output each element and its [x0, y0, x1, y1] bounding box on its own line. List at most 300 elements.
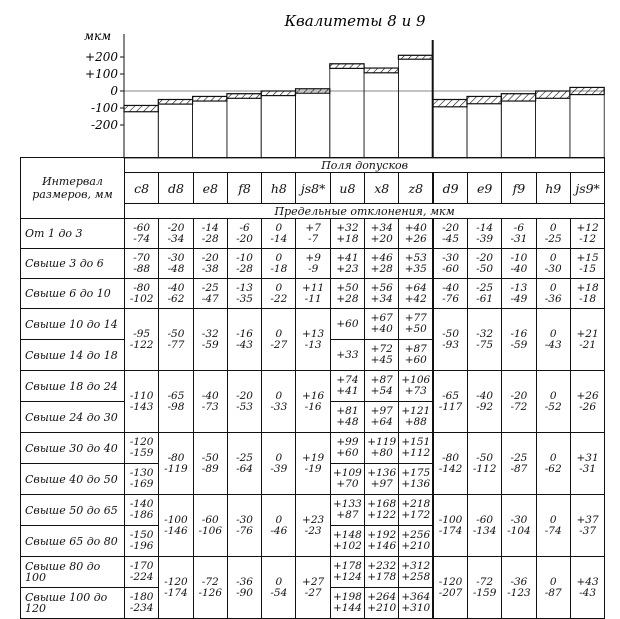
deviation-value: -142: [438, 462, 463, 475]
field-code-f9: f9: [502, 173, 536, 204]
tolerance-bar-e9: [467, 96, 501, 158]
deviation-value: +310: [401, 602, 431, 614]
deviation-cell: [330, 249, 364, 279]
deviation-value: -20: [476, 251, 494, 264]
deviation-value: +124: [333, 571, 362, 583]
deviation-value: +106: [401, 374, 431, 386]
deviation-value: -100: [438, 513, 463, 526]
deviation-value: -62: [167, 292, 185, 305]
deviation-value: -60: [476, 513, 494, 526]
table-row: [21, 495, 605, 526]
deviation-value: +133: [333, 498, 362, 510]
deviation-cell: [399, 340, 433, 371]
deviation-value: -50: [201, 451, 219, 464]
deviation-value: -22: [270, 292, 288, 305]
deviation-value: +20: [370, 232, 393, 245]
deviation-cell: [502, 433, 536, 495]
deviation-value: -60: [201, 513, 219, 526]
deviation-cell: [365, 464, 399, 495]
deviation-cell: [536, 371, 570, 433]
deviation-value: +192: [367, 529, 397, 541]
deviation-cell: [262, 557, 296, 619]
interval-header: Интервал размеров, мм: [21, 158, 125, 219]
deviation-value: -30: [236, 513, 253, 526]
deviation-cell: [296, 219, 330, 249]
deviation-cell: [330, 402, 364, 433]
tolerance-zone: [433, 100, 467, 107]
deviation-cell: [159, 249, 193, 279]
deviation-cell: [365, 402, 399, 433]
deviation-value: +19: [302, 451, 325, 464]
deviation-cell: [262, 371, 296, 433]
bar-column: [330, 64, 364, 158]
deviation-value: -7: [308, 232, 319, 245]
deviation-cell: [536, 557, 570, 619]
deviation-value: +88: [404, 416, 427, 428]
deviation-cell: [467, 309, 501, 371]
deviation-value: -31: [510, 232, 528, 245]
table-row: [21, 371, 605, 402]
deviation-value: -6: [513, 221, 525, 234]
deviation-value: -70: [133, 251, 151, 264]
deviation-cell: [399, 371, 433, 402]
deviation-cell: [125, 464, 159, 495]
deviation-value: -117: [438, 400, 463, 413]
deviation-value: 0: [549, 389, 557, 402]
deviation-cell: [227, 557, 261, 619]
deviation-value: -36: [544, 292, 562, 305]
deviation-value: +60: [336, 317, 359, 330]
deviation-value: +9: [305, 251, 321, 264]
deviation-cell: [365, 371, 399, 402]
deviation-cell: [330, 309, 364, 340]
deviation-value: -87: [544, 586, 562, 599]
bar-column: [124, 105, 158, 158]
deviation-cell: [193, 433, 227, 495]
deviation-cell: [365, 557, 399, 588]
deviation-value: +144: [333, 602, 362, 614]
interval-label: Свыше 100 до 120: [21, 588, 125, 619]
deviation-cell: [570, 219, 604, 249]
deviation-cell: [536, 495, 570, 557]
deviation-value: +364: [401, 591, 431, 603]
deviation-value: -50: [167, 327, 185, 340]
deviation-cell: [433, 433, 467, 495]
deviation-value: -40: [201, 389, 219, 402]
deviation-value: +256: [401, 529, 431, 541]
deviation-value: +87: [370, 374, 393, 386]
deviation-value: +146: [367, 540, 397, 552]
deviation-value: -31: [579, 462, 597, 475]
deviation-value: -61: [476, 292, 494, 305]
deviation-cell: [125, 249, 159, 279]
deviation-cell: [227, 433, 261, 495]
deviation-value: +175: [401, 467, 431, 479]
deviation-cell: [433, 557, 467, 619]
deviation-value: 0: [549, 251, 557, 264]
deviation-value: +312: [401, 560, 431, 572]
table-row: [21, 219, 605, 249]
deviation-value: -54: [270, 586, 288, 599]
deviation-value: -32: [476, 327, 494, 340]
deviation-value: -65: [442, 389, 460, 402]
deviation-value: -39: [476, 232, 494, 245]
tolerance-zone: [296, 89, 330, 93]
deviation-value: +112: [401, 447, 431, 459]
deviation-value: 0: [549, 451, 557, 464]
deviation-cell: [227, 495, 261, 557]
tolerance-zone: [536, 91, 570, 98]
deviation-cell: [125, 495, 159, 526]
deviation-value: 0: [275, 251, 283, 264]
interval-label: Свыше 14 до 18: [21, 340, 125, 371]
deviation-value: -25: [201, 281, 219, 294]
field-code-z8: z8: [399, 173, 433, 204]
field-code-h9: h9: [536, 173, 570, 204]
deviation-value: -123: [507, 586, 531, 599]
deviation-value: +27: [302, 575, 325, 588]
deviation-cell: [536, 309, 570, 371]
deviation-cell: [502, 249, 536, 279]
deviation-cell: [159, 433, 193, 495]
deviation-value: -62: [544, 462, 562, 475]
deviation-value: -207: [438, 586, 463, 599]
deviation-value: 0: [275, 281, 283, 294]
fields-header: Поля допусков: [125, 158, 605, 173]
deviation-cell: [296, 371, 330, 433]
deviation-cell: [467, 433, 501, 495]
deviation-value: +60: [336, 447, 359, 459]
deviation-value: -40: [510, 262, 528, 275]
deviation-cell: [330, 557, 364, 588]
deviation-value: -73: [201, 400, 219, 413]
deviation-cell: [159, 371, 193, 433]
deviation-cell: [125, 279, 159, 309]
deviation-cell: [502, 557, 536, 619]
deviation-cell: [365, 309, 399, 340]
tolerance-zone: [261, 91, 295, 96]
deviation-value: -14: [476, 221, 494, 234]
deviation-value: -72: [201, 575, 219, 588]
deviation-cell: [570, 249, 604, 279]
deviation-cell: [193, 371, 227, 433]
tolerance-bar-e8: [193, 96, 227, 158]
deviation-value: +15: [576, 251, 599, 264]
deviation-value: +73: [404, 385, 427, 397]
tolerance-bar-f8: [227, 94, 261, 158]
tolerance-zone: [570, 87, 604, 94]
deviation-value: -159: [472, 586, 497, 599]
deviation-value: +32: [336, 221, 359, 234]
deviation-value: +80: [370, 447, 393, 459]
deviation-value: -120: [438, 575, 463, 588]
deviation-value: -9: [308, 262, 319, 275]
deviation-value: +74: [336, 374, 359, 386]
deviation-value: +172: [401, 509, 431, 521]
deviation-value: -14: [201, 221, 219, 234]
tolerance-bar-d8: [158, 100, 192, 159]
deviation-value: -130: [129, 467, 154, 479]
deviation-value: +99: [336, 436, 359, 448]
deviation-cell: [467, 557, 501, 619]
deviation-value: -45: [442, 232, 460, 245]
deviation-value: -10: [510, 251, 528, 264]
deviation-cell: [125, 371, 159, 433]
deviation-value: -20: [167, 221, 185, 234]
deviation-cell: [262, 249, 296, 279]
deviation-value: -98: [167, 400, 185, 413]
deviation-value: +23: [336, 262, 359, 275]
interval-label: Свыше 3 до 6: [21, 249, 125, 279]
deviation-value: +87: [404, 343, 427, 355]
deviation-value: -37: [579, 524, 597, 537]
tolerance-bar-h8: [261, 91, 295, 158]
bar-column: [227, 94, 261, 158]
deviation-value: -174: [164, 586, 188, 599]
deviation-value: -13: [304, 338, 322, 351]
field-code-e8: e8: [193, 173, 227, 204]
deviation-value: -80: [167, 451, 185, 464]
deviation-value: -90: [236, 586, 253, 599]
deviation-cell: [365, 279, 399, 309]
deviation-cell: [467, 495, 501, 557]
deviation-value: -15: [579, 262, 597, 275]
y-tick-label: 0: [110, 84, 118, 98]
deviation-cell: [262, 495, 296, 557]
deviation-value: -186: [129, 509, 154, 521]
deviation-cell: [399, 433, 433, 464]
tolerance-bar-c8: [124, 105, 158, 158]
deviation-value: +50: [336, 281, 359, 294]
deviation-value: -20: [442, 221, 460, 234]
deviation-value: +64: [370, 416, 393, 428]
deviation-value: -19: [304, 462, 322, 475]
interval-label: Свыше 6 до 10: [21, 279, 125, 309]
deviation-cell: [433, 309, 467, 371]
tolerance-zone: [330, 64, 364, 69]
deviation-value: -53: [236, 400, 253, 413]
interval-label: Свыше 50 до 65: [21, 495, 125, 526]
deviation-value: +40: [404, 221, 427, 234]
deviation-value: -47: [201, 292, 219, 305]
deviation-cell: [365, 340, 399, 371]
deviation-cell: [159, 557, 193, 619]
deviation-value: -27: [304, 586, 322, 599]
deviation-value: -87: [510, 462, 528, 475]
deviation-value: 0: [549, 327, 557, 340]
y-tick-label: +100: [85, 67, 118, 81]
deviation-value: 0: [549, 575, 557, 588]
deviation-value: +54: [370, 385, 393, 397]
deviation-value: -72: [510, 400, 528, 413]
deviation-cell: [433, 249, 467, 279]
tolerance-bar-d9: [433, 100, 467, 159]
deviation-cell: [502, 371, 536, 433]
interval-label: Свыше 18 до 24: [21, 371, 125, 402]
deviation-cell: [399, 309, 433, 340]
deviation-cell: [296, 249, 330, 279]
deviation-value: +151: [401, 436, 431, 448]
deviation-value: -16: [510, 327, 528, 340]
deviation-value: -28: [236, 262, 253, 275]
table-row: [21, 557, 605, 588]
deviation-value: -18: [579, 292, 597, 305]
deviations-header: Предельные отклонения, мкм: [125, 204, 605, 219]
deviation-cell: [365, 219, 399, 249]
field-code-u8: u8: [330, 173, 364, 204]
tolerance-zone: [158, 100, 192, 105]
deviation-cell: [467, 371, 501, 433]
deviation-value: +35: [404, 262, 427, 275]
deviation-cell: [296, 309, 330, 371]
deviation-cell: [467, 249, 501, 279]
deviation-value: -122: [129, 338, 154, 351]
deviation-value: -43: [544, 338, 562, 351]
deviation-value: -13: [510, 281, 528, 294]
deviation-value: -43: [236, 338, 253, 351]
deviation-cell: [467, 219, 501, 249]
bars: [124, 55, 604, 158]
deviation-cell: [365, 433, 399, 464]
deviation-value: +70: [336, 478, 359, 490]
deviation-value: -20: [236, 232, 253, 245]
deviation-value: -52: [544, 400, 562, 413]
deviation-cell: [227, 309, 261, 371]
tolerance-bar-h9: [536, 91, 570, 158]
field-code-e9: e9: [467, 173, 501, 204]
deviation-value: -32: [201, 327, 219, 340]
deviation-value: -140: [129, 498, 154, 510]
deviation-cell: [536, 249, 570, 279]
interval-label: От 1 до 3: [21, 219, 125, 249]
deviation-value: +210: [367, 602, 397, 614]
deviation-value: -143: [129, 400, 154, 413]
deviation-value: 0: [549, 221, 557, 234]
deviation-cell: [330, 588, 364, 619]
tolerance-zone: [467, 96, 501, 103]
deviation-cell: [399, 495, 433, 526]
deviation-value: +232: [367, 560, 397, 572]
deviation-value: -46: [270, 524, 288, 537]
deviation-cell: [227, 249, 261, 279]
deviation-value: -16: [304, 400, 322, 413]
deviation-value: -20: [510, 389, 528, 402]
tolerance-bar-js9: [570, 87, 604, 158]
tolerance-bar-js8: [296, 89, 330, 158]
bar-column: [501, 94, 535, 158]
deviation-cell: [399, 464, 433, 495]
deviation-cell: [159, 309, 193, 371]
deviation-cell: [193, 495, 227, 557]
deviation-value: -39: [270, 462, 288, 475]
interval-label: Свыше 40 до 50: [21, 464, 125, 495]
deviation-value: -102: [129, 292, 154, 305]
deviation-cell: [365, 526, 399, 557]
deviation-value: +7: [305, 221, 321, 234]
deviation-value: -92: [476, 400, 494, 413]
deviation-value: +26: [404, 232, 427, 245]
deviation-cell: [433, 371, 467, 433]
deviation-cell: [570, 433, 604, 495]
deviation-cell: [262, 433, 296, 495]
deviation-value: +46: [370, 251, 393, 264]
tolerance-bar-u8: [330, 64, 364, 158]
deviation-value: -80: [133, 281, 151, 294]
deviation-cell: [262, 309, 296, 371]
deviation-cell: [125, 309, 159, 371]
deviation-value: -169: [129, 478, 154, 490]
deviation-value: +258: [401, 571, 431, 583]
deviation-value: 0: [549, 513, 557, 526]
deviation-value: -50: [476, 262, 494, 275]
deviation-cell: [502, 495, 536, 557]
deviation-value: -80: [442, 451, 460, 464]
deviation-cell: [399, 557, 433, 588]
deviation-value: -60: [133, 221, 151, 234]
deviation-cell: [570, 557, 604, 619]
deviation-value: -20: [201, 251, 219, 264]
deviation-value: -18: [270, 262, 288, 275]
field-code-js8: js8*: [296, 173, 330, 204]
bar-column: [398, 55, 432, 158]
deviation-value: 0: [549, 281, 557, 294]
deviation-cell: [262, 219, 296, 249]
tolerance-bar-x8: [364, 68, 398, 158]
deviation-value: +28: [336, 292, 359, 305]
bar-column: [467, 96, 501, 158]
deviation-cell: [365, 249, 399, 279]
deviation-value: 0: [275, 451, 283, 464]
interval-label: Свыше 30 до 40: [21, 433, 125, 464]
deviation-cell: [570, 495, 604, 557]
deviation-value: -28: [201, 232, 219, 245]
deviation-value: +119: [367, 436, 397, 448]
deviation-value: -36: [236, 575, 253, 588]
deviation-cell: [399, 526, 433, 557]
deviation-value: -25: [236, 451, 253, 464]
deviation-cell: [125, 588, 159, 619]
deviation-value: +45: [370, 354, 393, 366]
deviation-value: -16: [236, 327, 253, 340]
deviation-value: -23: [304, 524, 322, 537]
deviation-value: +72: [370, 343, 393, 355]
deviation-cell: [330, 433, 364, 464]
deviation-value: -26: [579, 400, 597, 413]
deviation-value: -34: [167, 232, 185, 245]
deviation-value: -6: [239, 221, 250, 234]
deviation-value: 0: [275, 513, 283, 526]
deviation-cell: [330, 495, 364, 526]
deviation-value: +148: [333, 529, 362, 541]
deviation-value: -77: [167, 338, 185, 351]
deviation-value: +168: [367, 498, 397, 510]
bar-column: [364, 68, 398, 158]
deviation-value: -30: [544, 262, 562, 275]
deviation-value: -25: [510, 451, 528, 464]
deviation-value: -110: [129, 389, 154, 402]
deviation-value: +97: [370, 405, 393, 417]
deviation-cell: [296, 279, 330, 309]
deviation-cell: [433, 495, 467, 557]
deviation-cell: [159, 279, 193, 309]
deviation-value: -35: [236, 292, 253, 305]
table-row: [21, 249, 605, 279]
deviation-value: +18: [576, 281, 599, 294]
tolerance-zone: [227, 94, 261, 99]
deviation-value: +43: [576, 575, 599, 588]
tolerance-zone: [124, 105, 158, 111]
deviation-value: +28: [370, 262, 393, 275]
